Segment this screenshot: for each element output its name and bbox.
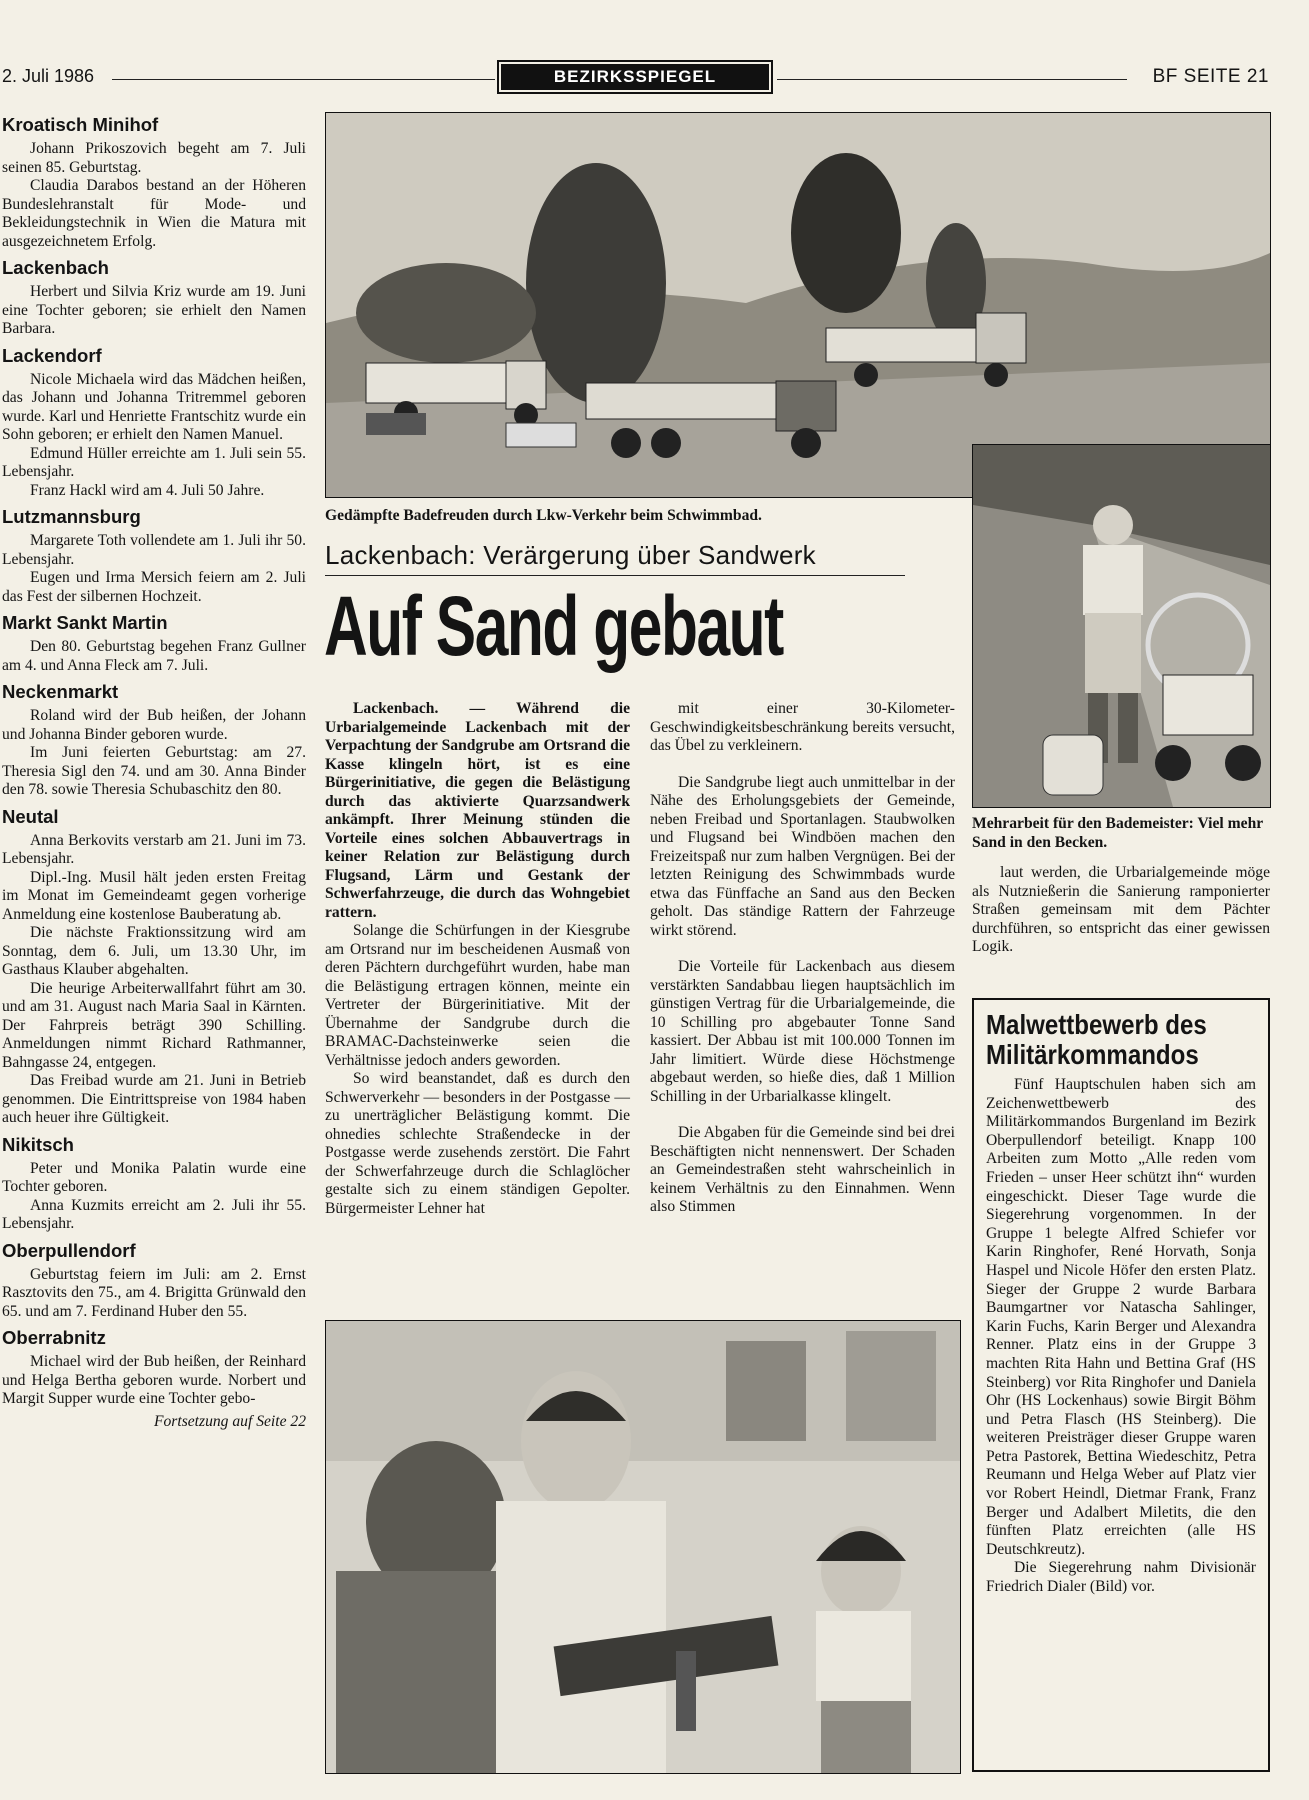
entry-title: Nikitsch [2,1133,74,1155]
entry-oberpullendorf [2,1240,306,1322]
article-paragraph: Die Abgaben für die Gemeinde sind bei drei Beschäftigten nicht nennenswert. Der Schaden an Gemeindestraßen steht wahrscheinlich in keinem Verhältnis zu den Einnahmen. Wenn also Stimmen [650,1124,955,1215]
entry-text: Anna Berkovits verstarb am 21. Juni im 73. Lebensjahr. [2,831,306,867]
entry-text: Dipl.-Ing. Musil hält jeden ersten Freitag im Monat im Gemeindeamt gegen vorherige Anmeldung eine kostenlose Bauberatung ab. [2,868,306,923]
entry-title: Neutal [2,805,59,827]
article-paragraph: mit einer 30-Kilometer-Geschwindigkeitsbeschränkung bereits versucht, das Übel zu verkleinern. [650,700,955,754]
entry-text: Peter und Monika Palatin wurde eine Tochter geboren. [2,1159,306,1195]
entry-text: Den 80. Geburtstag begehen Franz Gullner am 4. und Anna Fleck am 7. Juli. [2,638,306,674]
entry-lackendorf [2,345,306,501]
entry-text: Geburtstag feiern im Juli: am 2. Ernst Rasztovits den 75., am 4. Brigitta Grünwald den 65. und am 7. Ferdinand Huber den 55. [2,1265,306,1320]
article-paragraph: So wird beanstandet, daß es durch den Schwerverkehr — besonders in der Postgasse — zu unerträglicher Belästigung kommt. Die ohnedies schlechte Straßendecke in der Postgasse werde zusehends zerstört. Die Fahrt der Schwerfahrzeuge durch die Schlaglöcher gestalte sich zu einem ständigen Gepolter. Bürgermeister Lehner hat [325,1070,630,1217]
entry-title: Lutzmannsburg [2,506,141,527]
entry-text: Die heurige Arbeiterwallfahrt führt am 30. und am 31. August nach Maria Saal in Kärnten. Der Fahrpreis beträgt 390 Schilling. Anmeldungen nimmt Richard Rathmanner, Bahngasse 24, entgegen. [2,979,306,1071]
entry-title: Oberpullendorf [2,1239,136,1261]
article-headline: Auf Sand gebaut [324,579,783,673]
photo-lifeguard-caption: Mehrarbeit für den Bademeister: Viel mehr Sand in den Becken. [972,815,1263,851]
entry-title: Oberrabnitz [2,1327,106,1348]
entry-text: Margarete Toth vollendete am 1. Juli ihr 50. Lebensjahr. [2,532,306,568]
entry-text: Edmund Hüller erreichte am 1. Juli sein 55. Lebensjahr. [2,444,306,480]
entry-title: Markt Sankt Martin [2,612,168,633]
entry-neutal [2,806,306,1128]
entry-title: Lackenbach [2,257,109,278]
entry-neckenmarkt [2,681,306,800]
entry-oberrabnitz [2,1327,306,1409]
photo-award-ceremony [325,1320,961,1774]
page-header [0,58,1275,98]
page-number: BF SEITE 21 [1152,66,1269,87]
entry-text: Roland wird der Bub heißen, der Johann und Johanna Binder geboren wurde. [2,707,306,743]
entry-text: Die nächste Fraktionssitzung wird am Sonntag, dem 6. Juli, um 13.30 Uhr, im Gasthaus Klauber abgehalten. [2,924,306,978]
entry-text: Anna Kuzmits erreicht am 2. Juli ihr 55. Lebensjahr. [2,1196,306,1232]
continuation-note: Fortsetzung auf Seite 22 [153,1412,306,1430]
left-column [2,108,306,1431]
trucks-illustration [326,113,1270,497]
sidebar-title: Malwettbewerb des Militärkommandos [986,1009,1207,1070]
photo-trucks-caption: Gedämpfte Badefreuden durch Lkw-Verkehr beim Schwimmbad. [325,507,762,524]
article-column-2 [650,700,955,1217]
entry-lackenbach [2,257,306,339]
sidebar-paragraph: Die Siegerehrung nahm Divisionär Friedrich Dialer (Bild) vor. [986,1559,1256,1596]
article-column-1 [325,700,630,1218]
entry-text: Das Freibad wurde am 21. Juni in Betrieb genommen. Die Eintrittspreise von 1984 haben auch heuer ihre Gültigkeit. [2,1072,306,1126]
article-paragraph: laut werden, die Urbarialgemeinde möge als Nutznießerin die Sanierung ramponierter Straßen gemeinsam mit dem Pächter durchführen, so entspricht das einer gewissen Logik. [972,864,1270,955]
entry-text: Im Juni feierten Geburtstag: am 27. Theresia Sigl den 74. und am 30. Anna Binder den 78. sowie Theresia Schubaschitz den 80. [2,744,306,798]
header-rule-left [112,79,495,80]
entry-nikitsch [2,1134,306,1234]
award-illustration [326,1321,960,1773]
photo-trucks [325,112,1271,498]
article-paragraph: Die Vorteile für Lackenbach aus diesem verstärkten Sandabbau liegen hauptsächlich im günstigen Vertrag für die Urbarialgemeinde, die 10 Schilling pro abgebauter Tonne Sand kassiert. Der Abbau ist mit 100.000 Tonnen im Jahr limitiert. Würde diese Höchstmenge abgebaut werden, so hieße dies, daß 1 Million Schilling in der Urbarialkasse klingelt. [650,958,955,1105]
entry-title: Lackendorf [2,344,102,366]
entry-title: Kroatisch Minihof [2,114,159,135]
article-column-3 [972,864,1270,957]
entry-lutzmannsburg [2,506,306,606]
entry-title: Neckenmarkt [2,681,119,702]
lifeguard-illustration [973,445,1270,807]
photo-lifeguard [972,444,1271,808]
entry-text: Herbert und Silvia Kriz wurde am 19. Juni eine Tochter geboren; sie erhielt den Namen Barbara. [2,283,306,337]
entry-text: Michael wird der Bub heißen, der Reinhard und Helga Bertha geboren wurde. Norbert und Margit Supper wurde eine Tochter gebo- [2,1353,306,1407]
entry-text: Nicole Michaela wird das Mädchen heißen, das Johann und Johanna Tritremmel geboren wurde. Karl und Henriette Frantschitz wurde ein Sohn geboren; er erhielt den Namen Manuel. [2,370,306,443]
article-paragraph: Solange die Schürfungen in der Kiesgrube am Ortsrand nur im bescheidenen Ausmaß von deren Pächtern durchgeführt wurden, habe man die Belästigung ertragen können, meinte ein Vertreter der Bürgerinitiative. Mit der Übernahme der Sandgrube durch die BRAMAC-Dachsteinwerke seien die Verhältnisse jedoch anders geworden. [325,922,630,1069]
issue-date: 2. Juli 1986 [2,66,95,86]
sidebar-paragraph: Fünf Hauptschulen haben sich am Zeichenwettbewerb des Militärkommandos Burgenland im Bezirk Oberpullendorf beteiligt. Knapp 100 Arbeiten zum Motto „Alle reden vom Frieden – unser Heer schützt ihn“ wurden eingeschickt. Dieser Tage wurde die Siegerehrung vorgenommen. In der Gruppe 1 belegte Alfred Schiefer vor Karin Ringhofer, René Horvath, Sonja Haspel und Nicole Höfer den ersten Platz. Sieger der Gruppe 2 wurde Barbara Baumgartner vor Natascha Sahlinger, Karin Fuchs, Karin Berger und Alexandra Renner. Platz eins in der Gruppe 3 machten Rita Hahn und Bettina Graf (HS Steinberg) vor Rita Ringhofer und Daniela Ohr (HS Lockenhaus) sowie Birgit Böhm und Petra Flasch (HS Steinberg). Die weiteren Preisträger dieser Gruppe waren Petra Pastorek, Bettina Wiedeschitz, Petra Reumann und Helga Weber auf Platz vier vor Robert Heindl, Dietmar Frank, Franz Berger und Adalbert Miletits, die den fünften Platz erreichten (alle HS Deutschkreutz). [986,1076,1256,1558]
entry-text: Franz Hackl wird am 4. Juli 50 Jahre. [30,481,265,499]
section-label: BEZIRKSSPIEGEL [501,64,769,90]
entry-kroatisch-minihof [2,114,306,251]
entry-markt-sankt-martin [2,612,306,675]
entry-text: Johann Prikoszovich begeht am 7. Juli seinen 85. Geburtstag. [2,140,306,176]
section-banner [497,60,773,94]
entry-text: Eugen und Irma Mersich feiern am 2. Juli das Fest der silbernen Hochzeit. [2,569,306,605]
entry-text: Claudia Darabos bestand an der Höheren Bundeslehranstalt für Mode- und Bekleidungstechnik in Wien die Matura mit ausgezeichnetem Erfolg. [2,177,306,250]
header-rule-right [777,79,1127,80]
sidebar-malwettbewerb [972,998,1270,1772]
article-paragraph: Die Sandgrube liegt auch unmittelbar in der Nähe des Erholungsgebiets der Gemeinde, neben Freibad und Sportanlagen. Staubwolken und Flugsand bei Windböen machen den Freizeitspaß nur zum halben Vergnügen. Bei der letzten Reinigung des Schwimmbads wurde etwa das Fünffache an Sand aus den Becken geholt. Das ständige Rattern der Fahrzeuge wirkt störend. [650,773,955,939]
article-kicker: Lackenbach: Verärgerung über Sandwerk [325,540,905,576]
article-lead: Lackenbach. — Während die Urbarialgemeinde Lackenbach mit der Verpachtung der Sandgrube am Ortsrand die Kasse klingeln hört, ist es eine Bürgerinitiative, die gegen die Belästigung durch das aktivierte Quarzsandwerk ankämpft. Ihrer Meinung stünden die Vorteile eines solchen Abbauvertrags in keiner Relation zur Belästigung durch Flugsand, Lärm und Gestank der Schwerfahrzeuge, die durch das Wohngebiet rattern. [325,700,630,921]
